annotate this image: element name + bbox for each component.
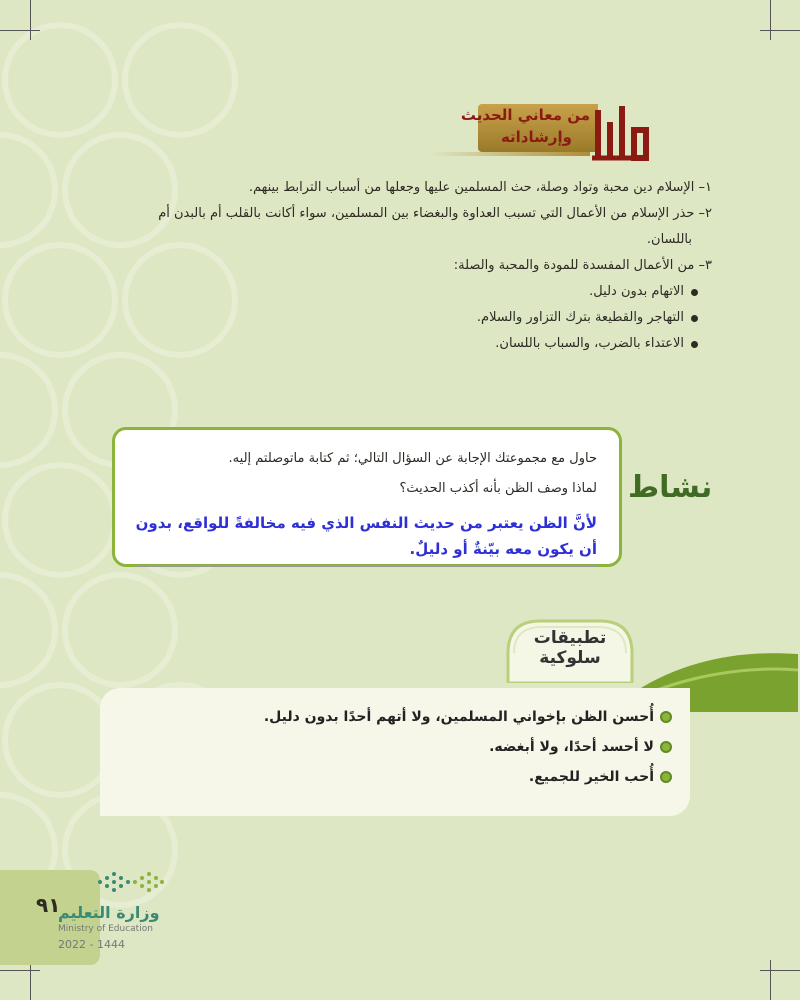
application-text: أُحسن الظن بإخواني المسلمين، ولا أتهم أحدًا بدون دليل. bbox=[263, 709, 654, 725]
section-title-line1: من معاني الحديث bbox=[460, 106, 590, 124]
crop-mark bbox=[30, 960, 31, 1000]
bullet-item: التهاجر والقطيعة بترك التزاور والسلام. bbox=[92, 305, 698, 331]
crop-mark bbox=[760, 30, 800, 31]
ministry-logo-icon bbox=[95, 868, 165, 896]
hadith-points bbox=[92, 175, 712, 357]
applications-title: تطبيقات سلوكية bbox=[533, 628, 607, 668]
activity-instruction: حاول مع مجموعتك الإجابة عن السؤال التالي؛ ثم كتابة ماتوصلتم إليه. bbox=[228, 451, 597, 466]
bullet-item: الاتهام بدون دليل. bbox=[92, 279, 698, 305]
application-text: لا أحسد أحدًا، ولا أبغضه. bbox=[489, 739, 654, 755]
ministry-name-ar: وزارة التعليم bbox=[58, 903, 160, 922]
applications-box bbox=[100, 688, 690, 816]
section-header bbox=[460, 100, 650, 162]
leaf-bullet-icon bbox=[660, 741, 672, 753]
point-1: ١– الإسلام دين محبة وتواد وصلة، حث المسلمين عليها وجعلها من أسباب الترابط بينهم. bbox=[248, 180, 712, 195]
calligraphy-icon bbox=[590, 100, 650, 162]
bullet-list bbox=[92, 279, 712, 357]
crop-mark bbox=[760, 970, 800, 971]
activity-box bbox=[112, 427, 622, 567]
application-text: أُحب الخير للجميع. bbox=[528, 769, 654, 785]
leaf-bullet-icon bbox=[660, 771, 672, 783]
application-item bbox=[120, 762, 672, 792]
crop-mark bbox=[0, 30, 40, 31]
crop-mark bbox=[770, 0, 771, 40]
leaf-bullet-icon bbox=[660, 711, 672, 723]
crop-mark bbox=[0, 970, 40, 971]
page-number: ٩١ bbox=[36, 893, 61, 917]
crop-mark bbox=[30, 0, 31, 40]
header-underline bbox=[430, 152, 590, 156]
activity-answer: لأنَّ الظن يعتبر من حديث النفس الذي فيه مخالفةً للواقع، بدون أن يكون معه بيّنةٌ أو دليلٌ. bbox=[135, 510, 597, 567]
applications-list bbox=[120, 702, 672, 792]
activity-question: لماذا وصف الظن بأنه أكذب الحديث؟ bbox=[399, 481, 597, 496]
bullet-item: الاعتداء بالضرب، والسباب باللسان. bbox=[92, 331, 698, 357]
application-item bbox=[120, 702, 672, 732]
section-title-line2: وإرشاداته bbox=[500, 128, 572, 146]
point-2-continued: باللسان. bbox=[646, 232, 692, 247]
activity-label: نشاط bbox=[628, 470, 713, 505]
ministry-year: 2022 - 1444 bbox=[58, 938, 125, 951]
point-2: ٢– حذر الإسلام من الأعمال التي تسبب العداوة والبغضاء بين المسلمين، سواء أكانت بالقلب أم بالبدن أم bbox=[158, 206, 712, 221]
application-item bbox=[120, 732, 672, 762]
crop-mark bbox=[770, 960, 771, 1000]
point-3: ٣– من الأعمال المفسدة للمودة والمحبة والصلة: bbox=[453, 258, 712, 273]
ministry-name-en: Ministry of Education bbox=[58, 924, 153, 934]
